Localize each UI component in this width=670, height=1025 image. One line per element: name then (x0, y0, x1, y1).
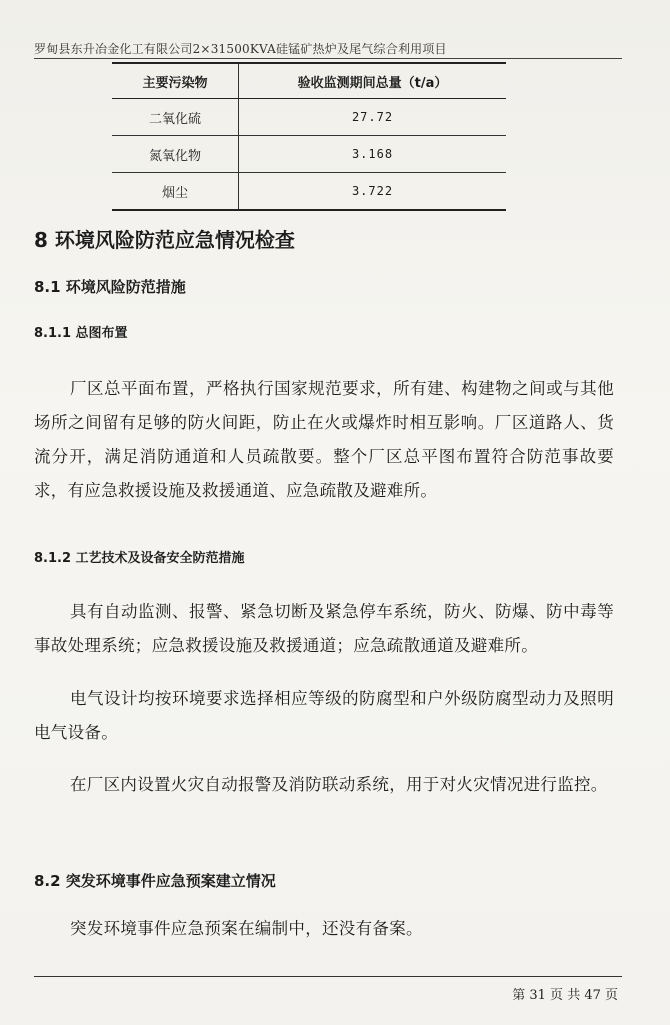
paragraph-layout: 厂区总平面布置，严格执行国家规范要求，所有建、构建物之间或与其他场所之间留有足够的防火间距，防止在火或爆炸时相互影响。厂区道路人、货流分开，满足消防通道和人员疏散要。整个厂区总平图布置符合防范事故要求，有应急救援设施及救援通道、应急疏散及避难所。 (34, 379, 614, 500)
section-8-1-1-heading: 8.1.1 总图布置 (34, 326, 128, 341)
section-8-2-heading: 8.2 突发环境事件应急预案建立情况 (34, 872, 276, 890)
table-header-row (112, 63, 506, 99)
page-number: 第 31 页 共 47 页 (512, 988, 618, 1003)
header-rule (34, 58, 622, 59)
pollutant-name-cell: 二氧化硫 (112, 99, 239, 136)
running-header: 罗甸县东升冶金化工有限公司2×31500KVA硅锰矿热炉及尾气综合利用项目 (34, 42, 447, 56)
pollutant-name-cell: 氮氧化物 (112, 136, 239, 173)
paragraph-fire-alarm: 在厂区内设置火灾自动报警及消防联动系统，用于对火灾情况进行监控。 (70, 775, 608, 794)
section-8-heading: 8 环境风险防范应急情况检查 (34, 228, 295, 252)
pollutant-total-table (112, 62, 506, 211)
pollutant-value-cell: 27.72 (239, 99, 507, 136)
paragraph-safety-systems: 具有自动监测、报警、紧急切断及紧急停车系统，防火、防爆、防中毒等事故处理系统；应急救援设施及救援通道；应急疏散通道及避难所。 (34, 602, 614, 655)
footer-rule (34, 976, 622, 977)
table-row (112, 173, 506, 211)
table-row (112, 136, 506, 173)
paragraph-electrical: 电气设计均按环境要求选择相应等级的防腐型和户外级防腐型动力及照明电气设备。 (34, 689, 614, 742)
pollutant-value-cell: 3.722 (239, 173, 507, 211)
section-8-1-heading: 8.1 环境风险防范措施 (34, 278, 186, 296)
pollutant-value-cell: 3.168 (239, 136, 507, 173)
table-header-cell: 主要污染物 (112, 63, 239, 99)
section-8-1-2-heading: 8.1.2 工艺技术及设备安全防范措施 (34, 551, 245, 566)
table-row (112, 99, 506, 136)
paragraph-emergency-plan: 突发环境事件应急预案在编制中，还没有备案。 (70, 919, 423, 938)
pollutant-name-cell: 烟尘 (112, 173, 239, 211)
table-header-cell: 验收监测期间总量（t/a） (239, 63, 507, 99)
